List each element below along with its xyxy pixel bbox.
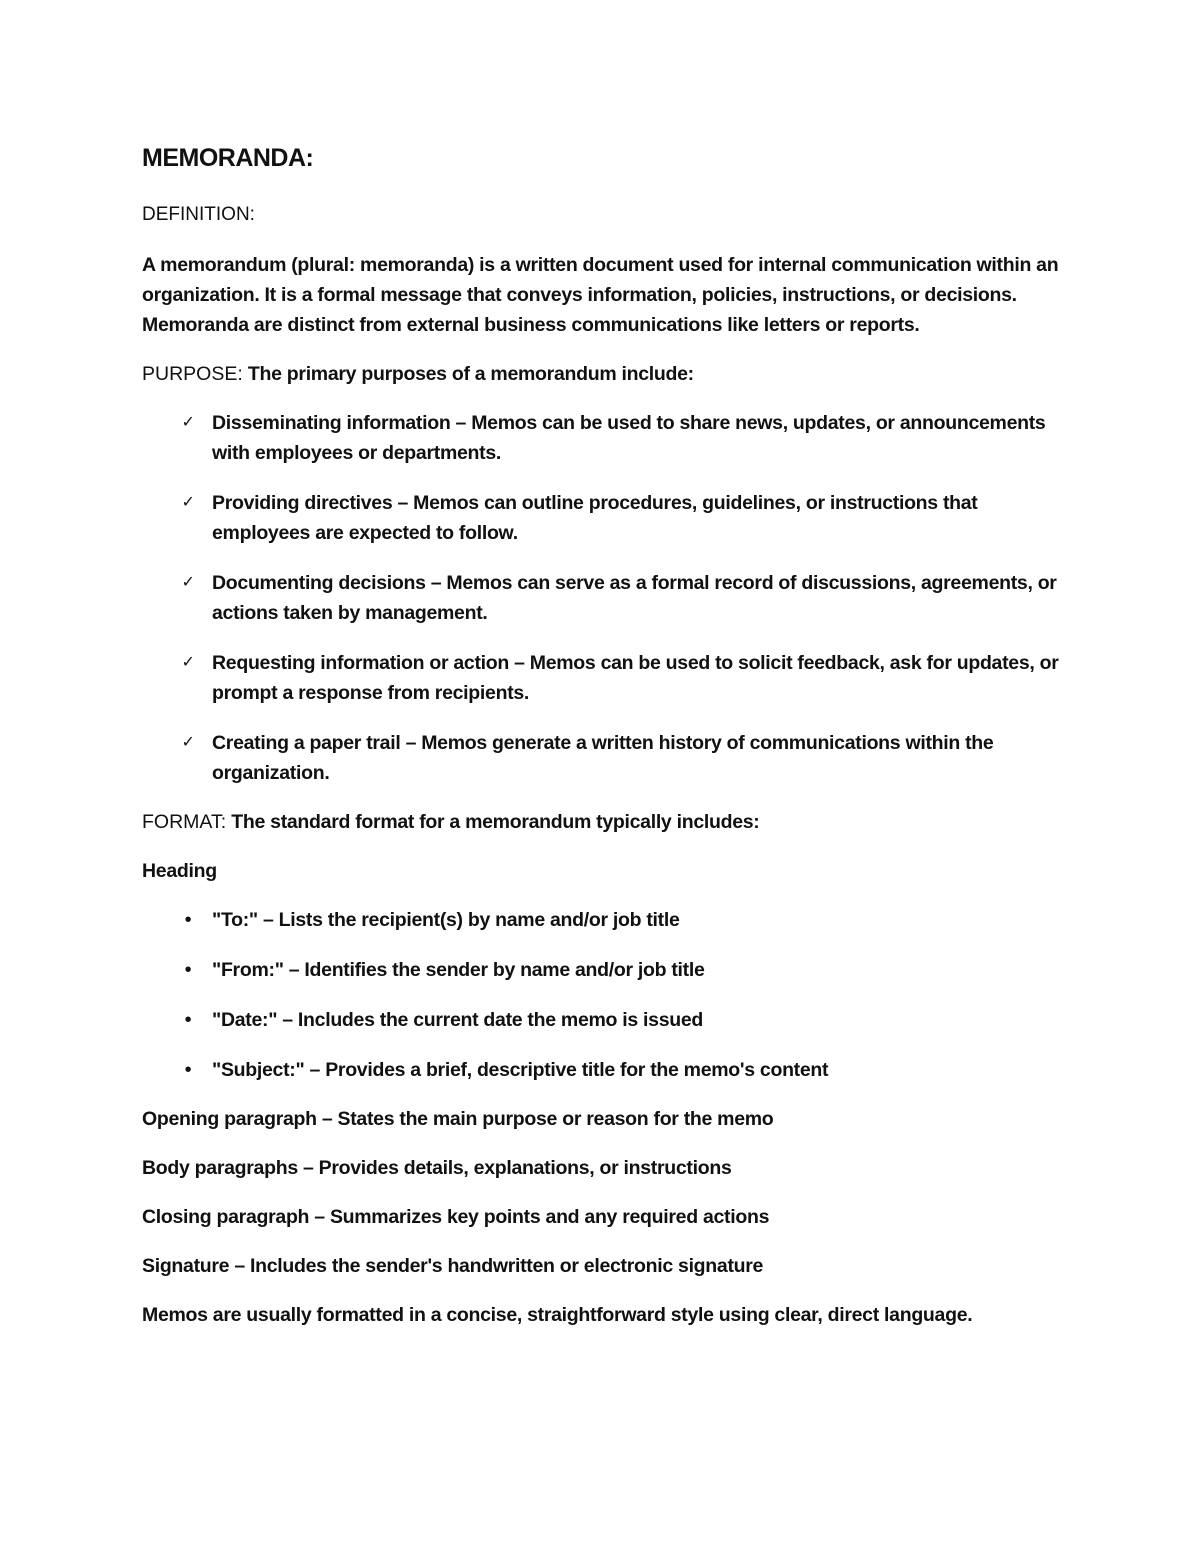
opening-paragraph-line: Opening paragraph – States the main purpose or reason for the memo bbox=[142, 1108, 774, 1130]
heading-list-item bbox=[142, 1055, 1072, 1085]
bullet-icon: • bbox=[184, 1009, 192, 1031]
bullet-icon: • bbox=[184, 909, 192, 931]
document-title: MEMORANDA: bbox=[142, 144, 314, 172]
check-icon: ✓ bbox=[181, 574, 195, 591]
signature-line: Signature – Includes the sender's handwritten or electronic signature bbox=[142, 1255, 764, 1277]
heading-item-text: "To:" – Lists the recipient(s) by name and/or job title bbox=[212, 909, 680, 931]
conclusion-paragraph: Memos are usually formatted in a concise, straightforward style using clear, direct language. bbox=[142, 1304, 973, 1326]
purpose-label: PURPOSE: bbox=[142, 363, 243, 385]
heading-list-item bbox=[142, 905, 1072, 935]
definition-label: DEFINITION: bbox=[142, 204, 255, 225]
purpose-list-item bbox=[142, 648, 1072, 708]
heading-list-item bbox=[142, 1005, 1072, 1035]
bullet-icon: • bbox=[184, 1059, 192, 1081]
purpose-list bbox=[142, 408, 1072, 788]
purpose-list-item bbox=[142, 728, 1072, 788]
purpose-list-item bbox=[142, 568, 1072, 628]
closing-paragraph-line: Closing paragraph – Summarizes key points and any required actions bbox=[142, 1206, 770, 1228]
format-label: FORMAT: bbox=[142, 811, 227, 833]
heading-list-item bbox=[142, 955, 1072, 985]
check-icon: ✓ bbox=[181, 414, 195, 431]
purpose-item-text: Creating a paper trail – Memos generate a written history of communications within the organization. bbox=[212, 732, 994, 784]
document-page bbox=[142, 140, 1072, 1349]
body-paragraph-line: Body paragraphs – Provides details, explanations, or instructions bbox=[142, 1157, 732, 1179]
heading-item-text: "Date:" – Includes the current date the memo is issued bbox=[212, 1009, 704, 1031]
purpose-item-text: Providing directives – Memos can outline procedures, guidelines, or instructions that employees are expected to follow. bbox=[212, 492, 978, 544]
purpose-item-text: Requesting information or action – Memos can be used to solicit feedback, ask for updates, or prompt a response from recipients. bbox=[212, 652, 1059, 704]
format-heading bbox=[142, 807, 1072, 837]
purpose-list-item bbox=[142, 488, 1072, 548]
purpose-item-text: Disseminating information – Memos can be used to share news, updates, or announcements with employees or departments. bbox=[212, 412, 1046, 464]
heading-section-label: Heading bbox=[142, 860, 217, 882]
purpose-intro: The primary purposes of a memorandum include: bbox=[247, 363, 694, 385]
purpose-list-item bbox=[142, 408, 1072, 468]
check-icon: ✓ bbox=[181, 654, 195, 671]
check-icon: ✓ bbox=[181, 494, 195, 511]
purpose-item-text: Documenting decisions – Memos can serve as a formal record of discussions, agreements, or actions taken by management. bbox=[212, 572, 1057, 624]
purpose-heading bbox=[142, 359, 1072, 389]
check-icon: ✓ bbox=[181, 734, 195, 751]
definition-paragraph: A memorandum (plural: memoranda) is a written document used for internal communication within an organization. It is a formal message that conveys information, policies, instructions, or decisions. Memoranda are distinct from external business communications like letters or reports. bbox=[142, 254, 1059, 336]
heading-item-text: "From:" – Identifies the sender by name and/or job title bbox=[212, 959, 705, 981]
heading-item-text: "Subject:" – Provides a brief, descriptive title for the memo's content bbox=[212, 1059, 829, 1081]
format-intro: The standard format for a memorandum typically includes: bbox=[231, 811, 760, 833]
heading-list bbox=[142, 905, 1072, 1085]
bullet-icon: • bbox=[184, 959, 192, 981]
